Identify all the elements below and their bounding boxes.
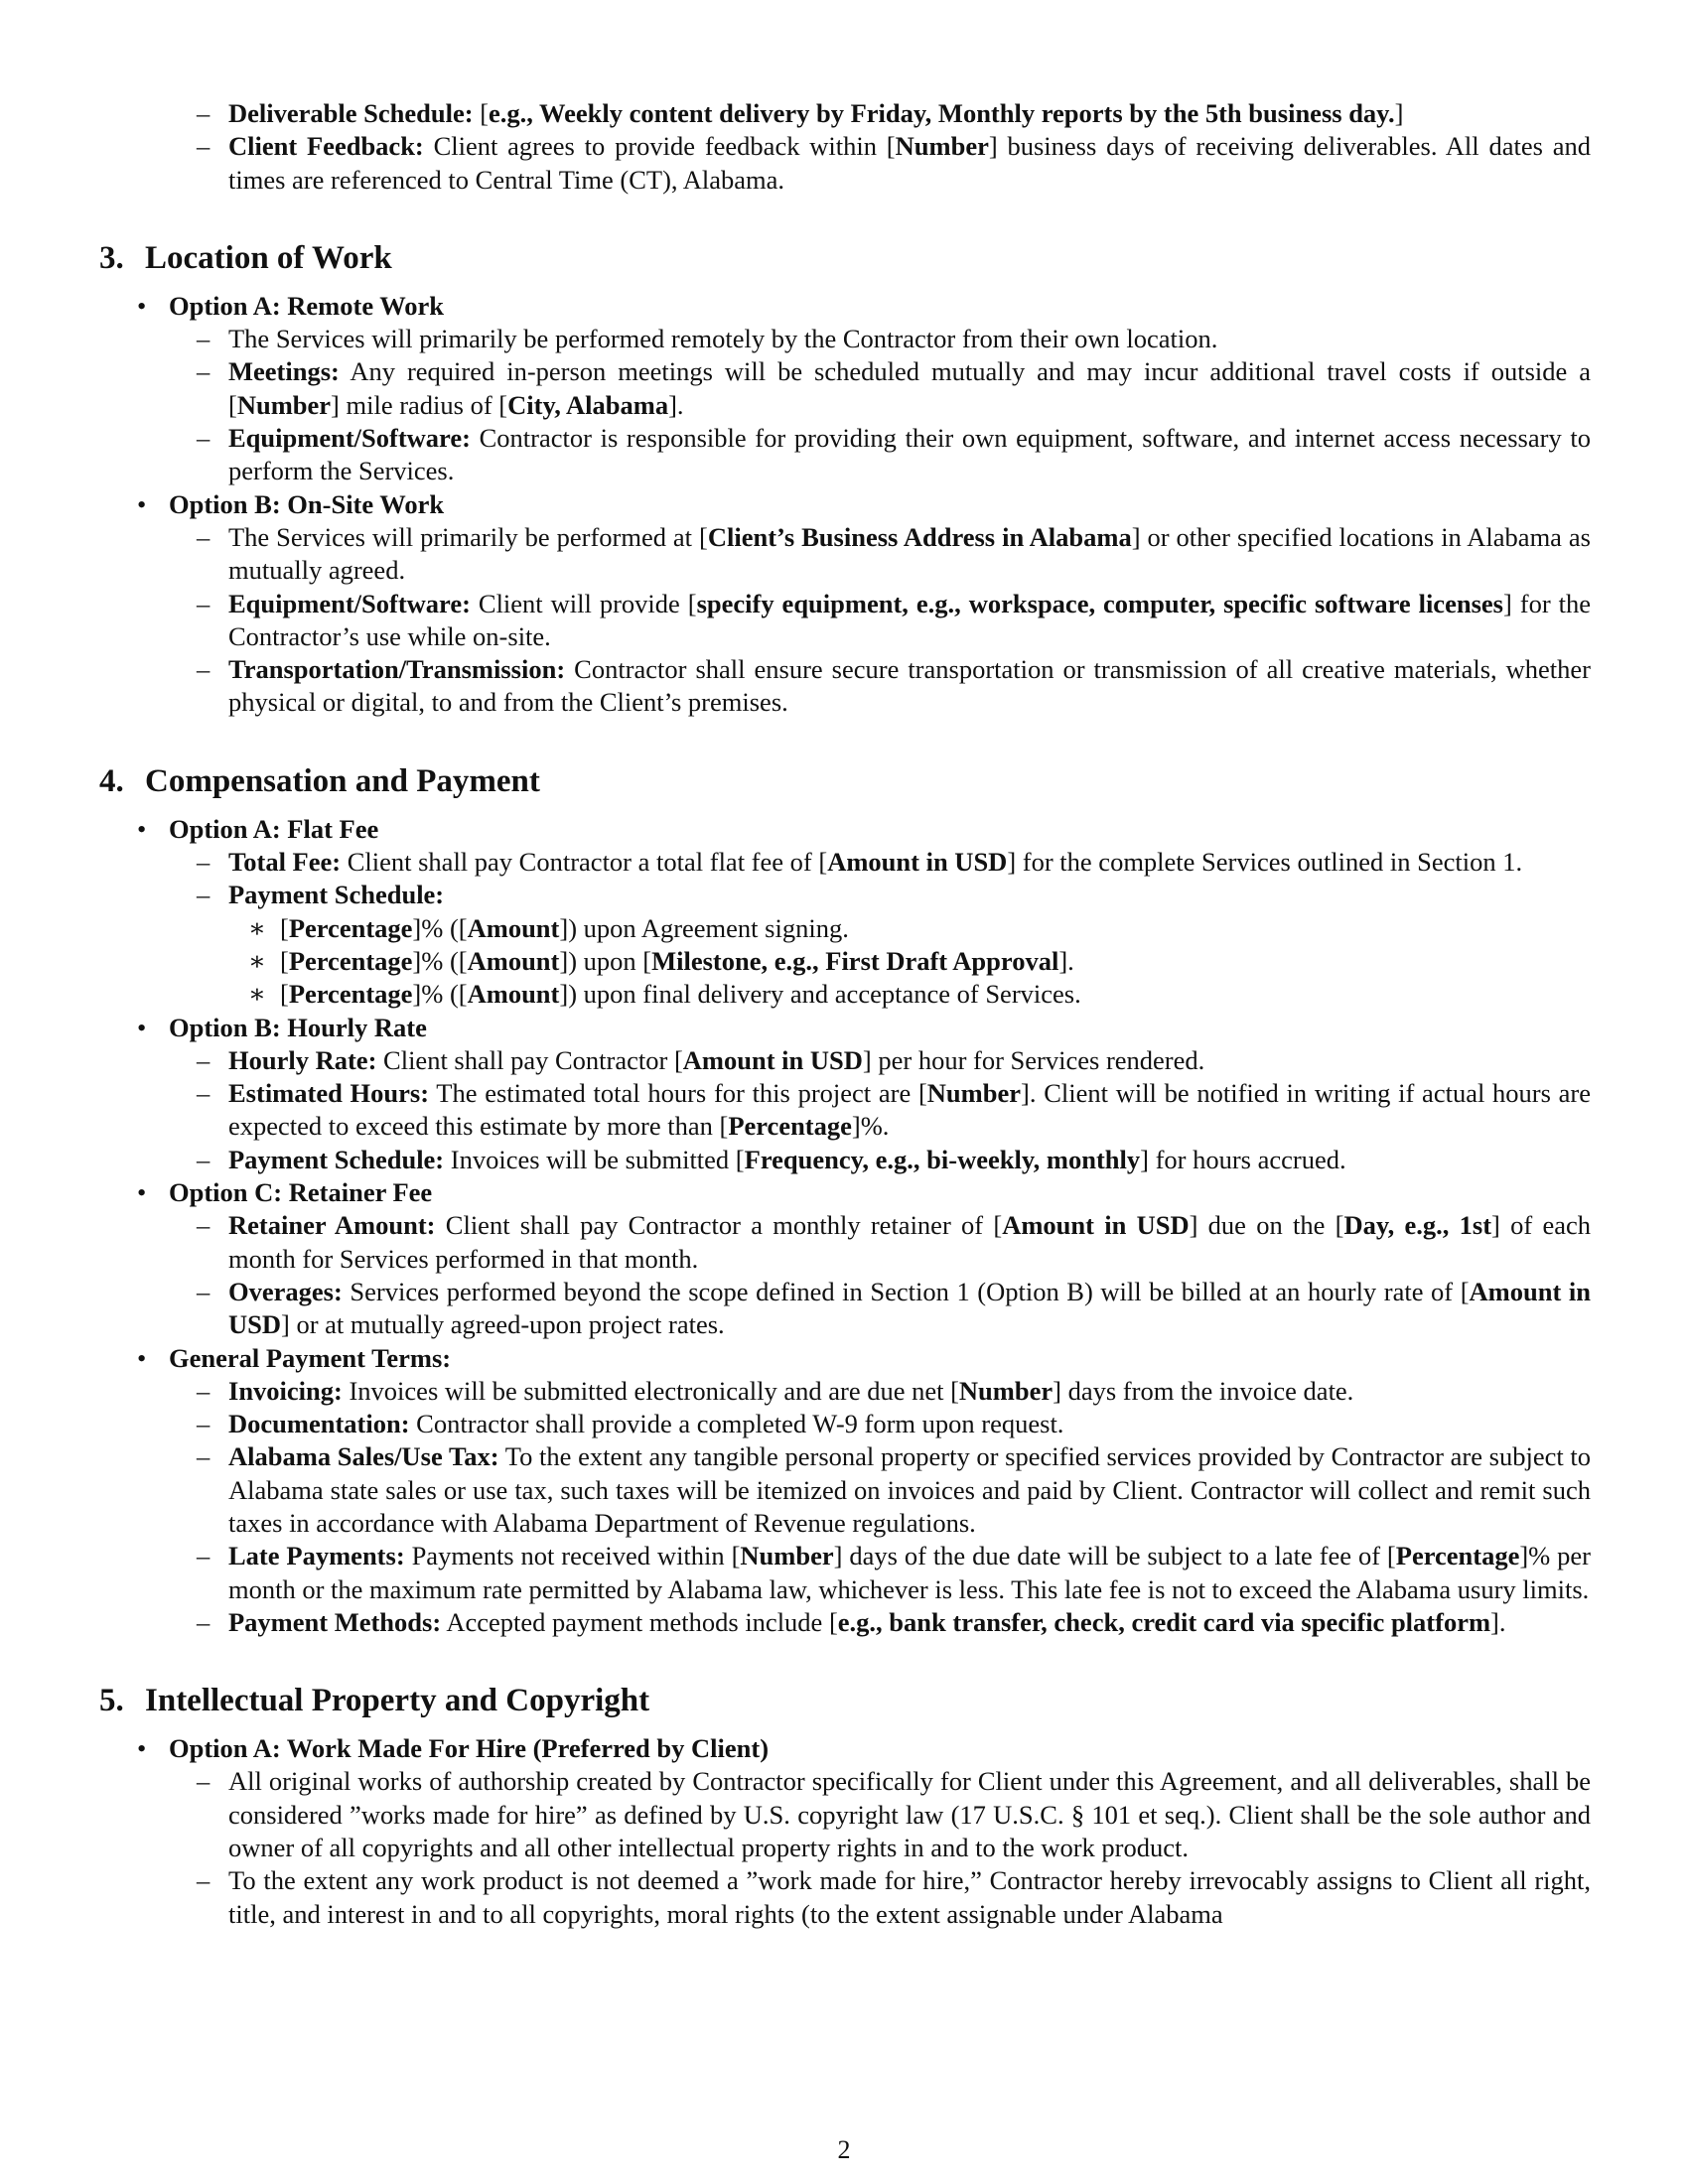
bold-text: e.g., Weekly content delivery by Friday, Monthly reports by the 5th business day. xyxy=(489,98,1395,128)
list-item-terms-documentation xyxy=(99,1408,1591,1440)
text: ] for the Contractor’s use while on-site. xyxy=(228,588,1592,651)
text: To the extent any tangible personal property or specified services provided by Contractor are subject to Alabama state sales or use tax, such taxes will be itemized on invoices and paid by Client. Contractor will collect and remit such taxes in accordance with Alabama Department of Revenue regulations. xyxy=(228,1441,1591,1538)
section-5-heading xyxy=(99,1683,1591,1718)
bold-text: Total Fee: xyxy=(228,847,342,878)
list-item-flat-schedule xyxy=(99,879,1591,911)
text: ]. xyxy=(1490,1606,1506,1637)
text: Invoices will be submitted [ xyxy=(444,1144,745,1174)
section-number: 4. xyxy=(99,762,124,799)
list-item-retainer-amount xyxy=(99,1209,1591,1276)
text: The estimated total hours for this project are [ xyxy=(429,1078,927,1109)
list-item-hourly-rate xyxy=(99,1044,1591,1077)
text: Any required in-person meetings will be scheduled mutually and may incur additional travel costs if outside a [ xyxy=(228,356,1591,420)
list-item-client-feedback xyxy=(99,130,1591,197)
text: Client shall pay Contractor a total flat fee of [ xyxy=(341,847,828,878)
text: ] or at mutually agreed-upon project rates. xyxy=(281,1309,725,1340)
list-item-terms-late xyxy=(99,1540,1591,1606)
list-item-remote-equipment xyxy=(99,422,1591,488)
text: [ xyxy=(280,912,289,943)
document-body xyxy=(99,97,1591,1931)
text: ] xyxy=(1394,98,1404,128)
section-title: Compensation and Payment xyxy=(145,762,540,799)
bold-text: City, Alabama xyxy=(507,389,669,420)
bold-text: Payment Methods: xyxy=(228,1606,442,1637)
text: Contractor shall provide a completed W-9 form upon request. xyxy=(409,1409,1064,1439)
text: ]. Client will be notified in writing if actual hours are expected to exceed this estimate by more than [ xyxy=(228,1078,1592,1142)
bold-text: Meetings: xyxy=(228,356,340,387)
list-item-flat-total xyxy=(99,846,1591,879)
text: ]% ([ xyxy=(412,945,468,976)
text: Client agrees to provide feedback within [ xyxy=(423,131,896,162)
bold-text: Amount in USD xyxy=(228,1276,1591,1340)
bold-text: Invoicing: xyxy=(228,1375,343,1406)
text: To the extent any work product is not deemed a ”work made for hire,” Contractor hereby irrevocably assigns to Client all right, title, and interest in and to all copyrights, moral rights (to the extent assignable under Alabama xyxy=(228,1865,1591,1929)
section-4-heading xyxy=(99,763,1591,799)
text: ]% per month or the maximum rate permitted by Alabama law, whichever is less. This late fee is not to exceed the Alabama usury limits. xyxy=(228,1541,1592,1604)
bold-text: Client’s Business Address in Alabama xyxy=(707,521,1132,552)
list-item-option-a-flat xyxy=(99,813,1591,846)
text: ]% ([ xyxy=(412,979,468,1010)
section-title: Location of Work xyxy=(145,239,392,276)
text: Client shall pay Contractor [ xyxy=(376,1044,683,1075)
bold-text: Option A: Flat Fee xyxy=(169,813,379,844)
text: ]. xyxy=(668,389,684,420)
bold-text: Option B: On-Site Work xyxy=(169,488,445,519)
text: ]%. xyxy=(851,1111,890,1142)
list-item-hourly-schedule xyxy=(99,1144,1591,1176)
text: ]) upon [ xyxy=(559,945,652,976)
text: The Services will primarily be performed at [ xyxy=(228,521,708,552)
text: Client will provide [ xyxy=(470,588,697,618)
bold-text: Option C: Retainer Fee xyxy=(169,1177,433,1208)
bold-text: Hourly Rate: xyxy=(228,1044,377,1075)
bold-text: Amount in USD xyxy=(1002,1210,1190,1241)
text: Accepted payment methods include [ xyxy=(441,1606,838,1637)
text: ] due on the [ xyxy=(1189,1210,1344,1241)
bold-text: Documentation: xyxy=(228,1409,410,1439)
list-item-onsite-transport xyxy=(99,653,1591,720)
bold-text: Percentage xyxy=(1395,1541,1520,1571)
list-item-option-a-wmfh xyxy=(99,1732,1591,1765)
list-item-option-b-onsite xyxy=(99,488,1591,521)
bold-text: Late Payments: xyxy=(228,1541,405,1571)
bold-text: Payment Schedule: xyxy=(228,880,445,910)
bold-text: Overages: xyxy=(228,1276,343,1306)
list-item-remote-meetings xyxy=(99,355,1591,422)
list-item-option-a-remote xyxy=(99,290,1591,323)
text: Client shall pay Contractor a monthly retainer of [ xyxy=(435,1210,1003,1241)
text: ]) upon final delivery and acceptance of Services. xyxy=(559,979,1081,1010)
text: Invoices will be submitted electronically and are due net [ xyxy=(342,1375,959,1406)
list-item-remote-primary xyxy=(99,323,1591,355)
text: ]% ([ xyxy=(412,912,468,943)
bold-text: Amount in USD xyxy=(682,1044,863,1075)
bold-text: Number xyxy=(958,1375,1054,1406)
text: ]) upon Agreement signing. xyxy=(559,912,849,943)
bold-text: Equipment/Software: xyxy=(228,423,471,454)
bold-text: Percentage xyxy=(728,1111,852,1142)
bold-text: Client Feedback: xyxy=(228,131,424,162)
text: ] per hour for Services rendered. xyxy=(862,1044,1205,1075)
text: All original works of authorship created by Contractor specifically for Client under this Agreement, and all deliverables, shall be considered ”works made for hire” as defined by U.S. copyright law (17 U.S.C. § 101 et seq.). Client shall be the sole author and owner of all copyrights and all other intellectual property rights in and to the work product. xyxy=(228,1766,1591,1863)
bold-text: Number xyxy=(926,1078,1022,1109)
bold-text: Option A: Remote Work xyxy=(169,290,445,321)
list-item-flat-pay-2 xyxy=(99,945,1591,978)
text: [ xyxy=(280,945,289,976)
bold-text: Payment Schedule: xyxy=(228,1144,445,1174)
text: ] days of the due date will be subject to a late fee of [ xyxy=(833,1541,1396,1571)
text: ] for the complete Services outlined in Section 1. xyxy=(1007,847,1523,878)
bold-text: Transportation/Transmission: xyxy=(228,654,566,685)
bold-text: Number xyxy=(740,1541,834,1571)
list-item-retainer-overages xyxy=(99,1276,1591,1342)
bold-text: Frequency, e.g., bi-weekly, monthly xyxy=(744,1144,1141,1174)
bold-text: Number xyxy=(895,131,989,162)
bold-text: Day, e.g., 1st xyxy=(1343,1210,1492,1241)
bold-text: specify equipment, e.g., workspace, computer, specific software licenses xyxy=(696,588,1503,618)
list-item-option-b-hourly xyxy=(99,1012,1591,1044)
list-item-terms-invoicing xyxy=(99,1375,1591,1408)
list-item-deliverable-schedule xyxy=(99,97,1591,130)
text: [ xyxy=(473,98,490,128)
text: Contractor shall ensure secure transportation or transmission of all creative materials, whether physical or digital, to and from the Client’s premises. xyxy=(228,654,1591,718)
list-item-hourly-estimated xyxy=(99,1077,1591,1144)
bold-text: Percentage xyxy=(288,912,413,943)
bold-text: Equipment/Software: xyxy=(228,588,471,618)
text: Services performed beyond the scope defined in Section 1 (Option B) will be billed at an hourly rate of [ xyxy=(342,1276,1470,1306)
page-number: 2 xyxy=(837,2135,851,2164)
text: ] business days of receiving deliverables. All dates and times are referenced to Central Time (CT), Alabama. xyxy=(228,131,1591,195)
list-item-wmfh-assign xyxy=(99,1864,1591,1931)
section-title: Intellectual Property and Copyright xyxy=(145,1683,650,1719)
list-item-onsite-equipment xyxy=(99,588,1591,654)
section-number: 5. xyxy=(99,1683,124,1719)
text: ] days from the invoice date. xyxy=(1053,1375,1354,1406)
text: Payments not received within [ xyxy=(404,1541,741,1571)
list-item-general-terms xyxy=(99,1342,1591,1375)
list-item-onsite-primary xyxy=(99,521,1591,588)
list-item-option-c-retainer xyxy=(99,1176,1591,1209)
bold-text: Estimated Hours: xyxy=(228,1078,430,1109)
section-number: 3. xyxy=(99,239,124,276)
bold-text: Percentage xyxy=(288,979,413,1010)
bold-text: Number xyxy=(236,389,332,420)
bold-text: Alabama Sales/Use Tax: xyxy=(228,1441,499,1472)
bold-text: Option A: Work Made For Hire (Preferred by Client) xyxy=(169,1733,770,1764)
bold-text: Percentage xyxy=(288,945,413,976)
bold-text: General Payment Terms: xyxy=(169,1342,452,1373)
bold-text: Amount xyxy=(467,912,560,943)
bold-text: Deliverable Schedule: xyxy=(228,98,474,128)
text: The Services will primarily be performed remotely by the Contractor from their own location. xyxy=(228,324,1218,354)
text: ] mile radius of [ xyxy=(331,389,508,420)
text: ] or other specified locations in Alabama as mutually agreed. xyxy=(228,521,1591,586)
list-item-wmfh-works xyxy=(99,1765,1591,1864)
section-3-heading xyxy=(99,240,1591,276)
list-item-flat-pay-3 xyxy=(99,978,1591,1011)
bold-text: Amount in USD xyxy=(827,847,1008,878)
list-item-flat-pay-1 xyxy=(99,912,1591,945)
bold-text: Amount xyxy=(467,945,560,976)
bold-text: Milestone, e.g., First Draft Approval xyxy=(651,945,1059,976)
text: Contractor is responsible for providing their own equipment, software, and internet access necessary to perform the Services. xyxy=(228,423,1591,486)
bold-text: Amount xyxy=(467,979,560,1010)
bold-text: e.g., bank transfer, check, credit card via specific platform xyxy=(837,1606,1491,1637)
list-item-terms-tax xyxy=(99,1440,1591,1540)
text: ]. xyxy=(1058,945,1074,976)
list-item-terms-methods xyxy=(99,1606,1591,1639)
text: ] for hours accrued. xyxy=(1140,1144,1346,1174)
text: ] of each month for Services performed in that month. xyxy=(228,1210,1592,1274)
text: [ xyxy=(280,979,289,1010)
bold-text: Retainer Amount: xyxy=(228,1210,436,1241)
bold-text: Option B: Hourly Rate xyxy=(169,1012,427,1042)
